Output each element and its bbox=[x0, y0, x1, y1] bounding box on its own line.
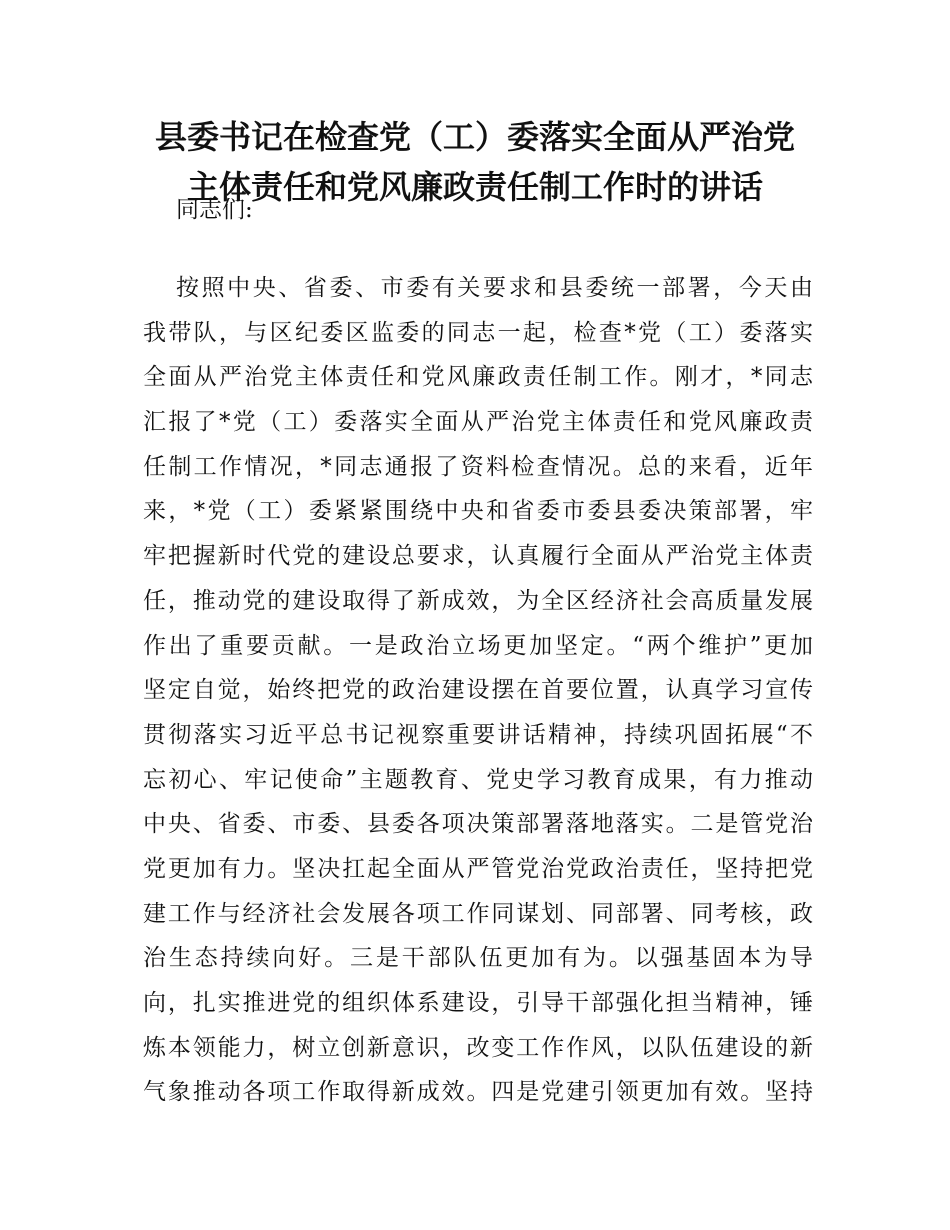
body-line-13: 中央、省委、市委、县委各项决策部署落地落实。二是管党治 bbox=[143, 811, 813, 838]
body-line-7: 牢把握新时代党的建设总要求，认真履行全面从严治党主体责 bbox=[143, 543, 813, 570]
body-line-4: 汇报了*党（工）委落实全面从严治党主体责任和党风廉政责 bbox=[143, 409, 813, 436]
body-line-15: 建工作与经济社会发展各项工作同谋划、同部署、同考核，政 bbox=[143, 900, 813, 927]
body-line-19: 气象推动各项工作取得新成效。四是党建引领更加有效。坚持 bbox=[143, 1079, 813, 1106]
body-line-16: 治生态持续向好。三是干部队伍更加有为。以强基固本为导 bbox=[143, 945, 813, 972]
body-line-17: 向，扎实推进党的组织体系建设，引导干部强化担当精神，锤 bbox=[143, 990, 813, 1016]
body-paragraph bbox=[143, 266, 813, 1115]
title-line-2: 主体责任和党风廉政责任制工作时的讲话 bbox=[186, 168, 763, 206]
body-line-11: 贯彻落实习近平总书记视察重要讲话精神，持续巩固拓展“不 bbox=[143, 721, 813, 748]
body-line-14: 党更加有力。坚决扛起全面从严管党治党政治责任，坚持把党 bbox=[143, 855, 813, 882]
body-line-18: 炼本领能力，树立创新意识，改变工作作风，以队伍建设的新 bbox=[143, 1034, 813, 1061]
body-line-8: 任，推动党的建设取得了新成效，为全区经济社会高质量发展 bbox=[143, 587, 813, 614]
body-line-5: 任制工作情况，*同志通报了资料检查情况。总的来看，近年 bbox=[143, 453, 813, 480]
body-line-2: 我带队，与区纪委区监委的同志一起，检查*党（工）委落实 bbox=[143, 319, 813, 346]
body-line-12: 忘初心、牢记使命”主题教育、党史学习教育成果，有力推动 bbox=[143, 766, 813, 793]
body-line-3: 全面从严治党主体责任和党风廉政责任制工作。刚才，*同志 bbox=[143, 364, 813, 391]
title-line-1: 县委书记在检查党（工）委落实全面从严治党 bbox=[154, 118, 795, 156]
salutation: 同志们: bbox=[176, 197, 253, 223]
body-line-9: 作出了重要贡献。一是政治立场更加坚定。“两个维护”更加 bbox=[143, 632, 813, 659]
body-line-10: 坚定自觉，始终把党的政治建设摆在首要位置，认真学习宣传 bbox=[143, 677, 813, 704]
body-line-1: 按照中央、省委、市委有关要求和县委统一部署，今天由 bbox=[176, 275, 813, 301]
body-line-6: 来，*党（工）委紧紧围绕中央和省委市委县委决策部署，牢 bbox=[143, 498, 813, 525]
